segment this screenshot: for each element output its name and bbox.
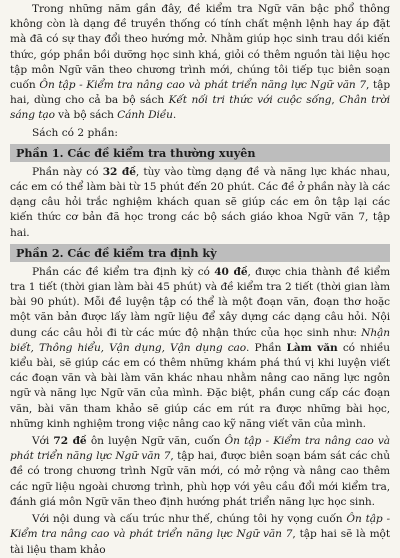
part2-text: . Phần [246,341,287,354]
intro-text: . [172,109,177,122]
book-title: Ôn tập - Kiểm tra nâng cao và phát triển năng lực Ngữ văn 7 [10,513,390,541]
cognitive-levels: Nhận biết, Thông hiểu, Vận dụng, Vận dụng cao [10,326,390,354]
parts-intro: Sách có 2 phần: [32,126,118,139]
closing-text: , tập hai sẽ là một tài liệu tham khảo [10,528,390,556]
summary-text: Với [32,435,54,448]
total-count: 72 đề [53,435,87,448]
summary-text: ôn luyện Ngữ văn, cuốn [86,435,225,448]
part1-text: Phần này có [32,165,103,178]
writing-section-name: Làm văn [286,341,338,354]
part1-heading: Phần 1. Các đề kiểm tra thường xuyên [10,144,390,162]
part2-text: , được chia thành đề kiểm tra 1 tiết (thời gian làm bài 45 phút) và đề kiểm tra 2 tiết (thời gian làm bài 90 phút). Mỗi đề luyện tập có thể là một đoạn văn, đoạn thơ hoặc một văn bản được lấy làm ngữ liệu để xây dựng các dạng câu hỏi. Nội dung các câu hỏi đi từ các mức độ nhận thức của học sinh như: [10,265,391,339]
closing-text: Với nội dung và cấu trúc như thế, chúng tôi hy vọng cuốn [32,513,347,526]
series-name: Cánh Diều [117,109,173,122]
intro-text: và bộ sách [54,109,118,122]
book-title: Ôn tập - Kiểm tra nâng cao và phát triển năng lực Ngữ văn 7 [10,435,391,463]
book-title: Ôn tập - Kiểm tra nâng cao và phát triển năng lực Ngữ văn 7 [39,79,366,92]
part1-count: 32 đề [102,165,136,178]
part2-paragraph [10,265,390,432]
intro-text: , [331,94,340,107]
series-name: Chân trời sáng tạo [10,94,390,122]
summary-text: , tập hai, được biên soạn bám sát các chủ đề có trong chương trình Ngữ văn mới, có mở rộng và nâng cao thêm các ngữ liệu ngoài chương trình, phù hợp với yêu cầu đổi mới kiểm tra, đánh giá môn Ngữ văn theo định hướng phát triển năng lực học sinh. [10,450,390,508]
intro-paragraph [10,2,390,124]
part2-heading: Phần 2. Các đề kiểm tra định kỳ [10,244,390,262]
part2-count: 40 đề [214,265,248,278]
summary-paragraph [10,434,390,510]
intro-text: Trong những năm gần đây, đề kiểm tra Ngữ văn bậc phổ thông không còn là dạng đề truyền thống có tính chất mệnh lệnh hay áp đặt mà đã có sự thay đổi theo hướng mở. Nhằm giúp học sinh trau dồi kiến thức, góp phần bồi dưỡng học sinh khá, giỏi có thêm nguồn tài liệu học tập môn Ngữ văn theo chương trình mới, chúng tôi tiếp tục biên soạn cuốn [10,3,390,92]
part2-text: Phần các đề kiểm tra định kỳ có [32,265,215,278]
part2-text: có nhiều kiểu bài, sẽ giúp các em có thêm những khám phá thú vị khi luyện viết các đoạn văn và bài làm văn khác nhau nhằm nâng cao năng lực ngôn ngữ và năng lực Ngữ văn của mình. Đặc biệt, phần cung cấp các đoạn văn, bài văn tham khảo sẽ giúp các em rút ra được những bài học, những kinh nghiệm trong việc nâng cao kỹ năng viết văn của mình. [10,341,390,430]
part1-text: , tùy vào từng dạng đề và năng lực khác nhau, các em có thể làm bài từ 15 phút đến 20 phút. Các đề ở phần này là các dạng câu hỏi trắc nghiệm khách quan sẽ giúp các em ôn tập lại các kiến thức cơ bản đã học trong các bộ sách giáo khoa Ngữ văn 7, tập hai. [10,165,391,239]
intro-text: , tập hai, dùng cho cả ba bộ sách [10,79,390,107]
series-name: Kết nối tri thức với cuộc sống [168,94,332,107]
part1-paragraph [10,165,390,241]
closing-paragraph [10,512,390,558]
